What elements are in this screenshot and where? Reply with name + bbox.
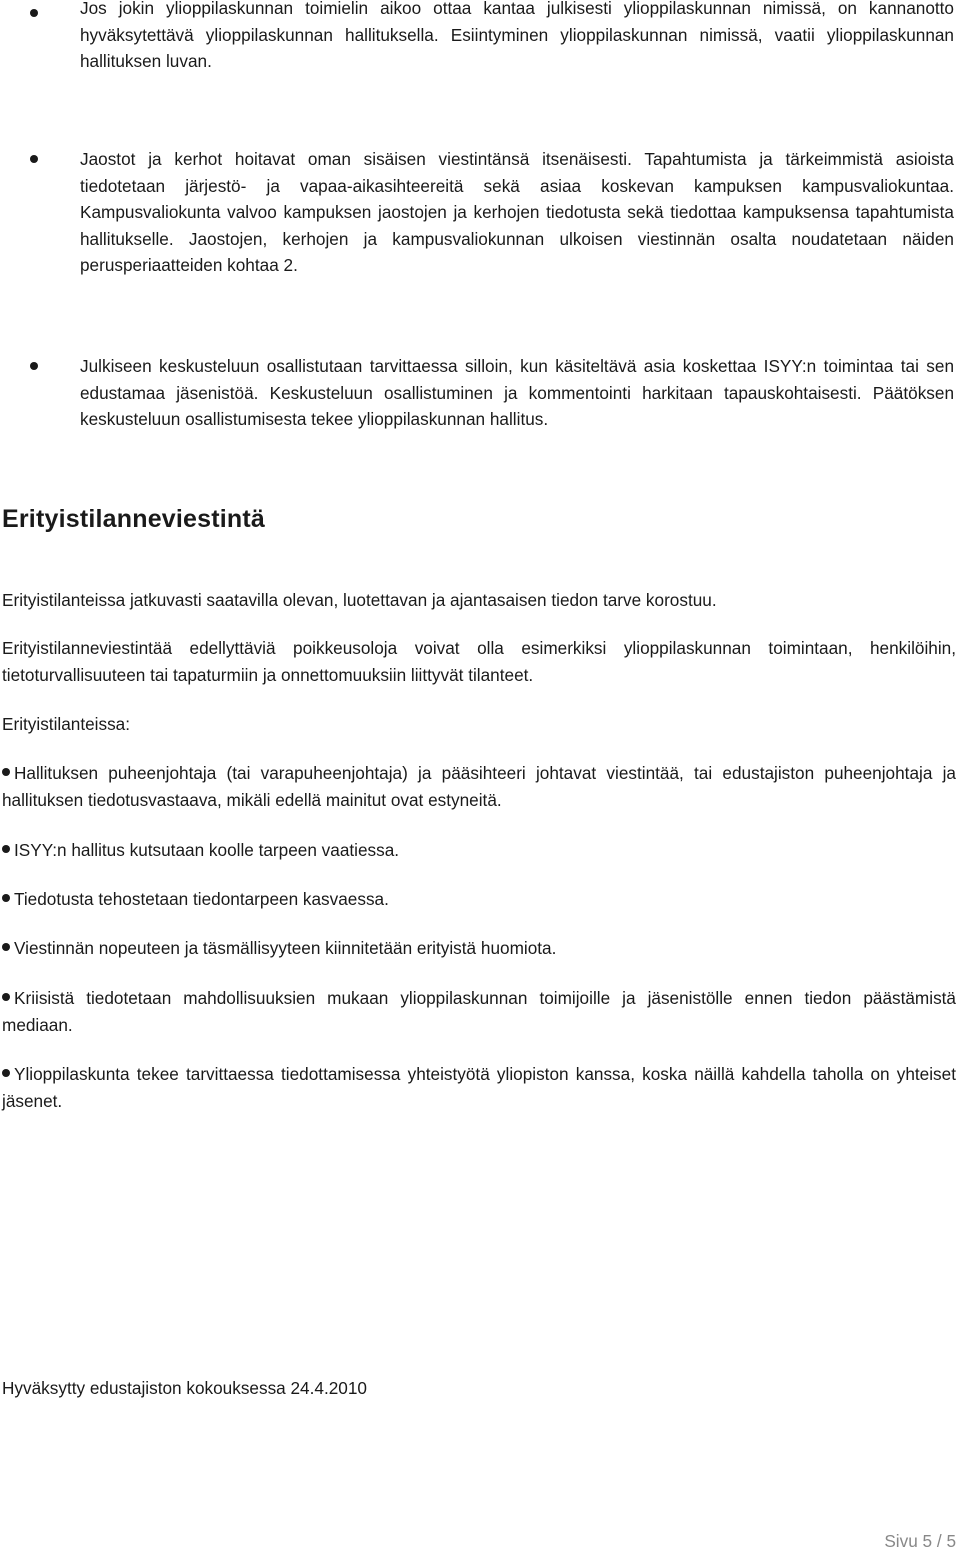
list-item [2, 1061, 956, 1114]
bullet-icon [2, 845, 10, 853]
list-item-text: Jos jokin ylioppilaskunnan toimielin aikoo ottaa kantaa julkisesti ylioppilaskunnan nimissä, on kannanotto hyväksytettävä ylioppilaskunnan hallituksella. Esiintyminen ylioppilaskunnan nimissä, vaatii ylioppilaskunnan hallituksen luvan. [80, 0, 954, 71]
list-item [2, 837, 956, 864]
page-number: Sivu 5 / 5 [884, 1531, 956, 1551]
list-item-text: Julkiseen keskusteluun osallistutaan tarvittaessa silloin, kun käsiteltävä asia koskettaa ISYY:n toimintaa tai sen edustamaa jäsenistöä. Keskusteluun osallistuminen ja kommentointi harkitaan tapauskohtaisesti. Päätöksen keskusteluun osallistumisesta tekee ylioppilaskunnan hallitus. [80, 356, 954, 429]
paragraph: Erityistilanteissa jatkuvasti saatavilla olevan, luotettavan ja ajantasaisen tiedon tarve korostuu. [2, 590, 717, 610]
bullet-icon [2, 894, 10, 902]
list-item [2, 886, 956, 913]
section-heading: Erityistilanneviestintä [2, 505, 266, 533]
list-item-text: ISYY:n hallitus kutsutaan koolle tarpeen vaatiessa. [14, 840, 400, 860]
bullet-icon [2, 1069, 10, 1077]
bullet-icon [2, 943, 10, 951]
list-item-text: Jaostot ja kerhot hoitavat oman sisäisen viestintänsä itsenäisesti. Tapahtumista ja tärkeimmistä asioista tiedotetaan järjestö- ja vapaa-aikasihteereitä sekä asiaa koskevan kampuksen kampusvaliokuntaa. Kampusvaliokunta valvoo kampuksen jaostojen ja kerhojen tiedotusta sekä tiedottaa kampuksensa tapahtumista hallitukselle. Jaostojen, kerhojen ja kampusvaliokunnan ulkoisen viestinnän osalta noudatetaan näiden perusperiaatteiden kohtaa 2. [80, 149, 954, 275]
bullet-icon [2, 768, 10, 776]
bullet-icon [2, 993, 10, 1001]
approval-note: Hyväksytty edustajiston kokouksessa 24.4.2010 [2, 1378, 367, 1398]
list-item-text: Hallituksen puheenjohtaja (tai varapuheenjohtaja) ja pääsihteeri johtavat viestintää, tai edustajiston puheenjohtaja ja hallituksen tiedotusvastaava, mikäli edellä mainitut ovat estyneitä. [2, 763, 956, 810]
paragraph: Erityistilanteissa: [2, 714, 130, 734]
list-item-text: Viestinnän nopeuteen ja täsmällisyyteen kiinnitetään erityistä huomiota. [14, 938, 557, 958]
bullet-icon [30, 9, 38, 17]
paragraph: Erityistilanneviestintää edellyttäviä poikkeusoloja voivat olla esimerkiksi ylioppilaskunnan toimintaan, henkilöihin, tietoturvallisuuteen tai tapaturmiin ja onnettomuuksiin liittyvät tilanteet. [2, 638, 956, 685]
list-item [2, 935, 956, 962]
list-item-text: Ylioppilaskunta tekee tarvittaessa tiedottamisessa yhteistyötä yliopiston kanssa, koska näillä kahdella taholla on yhteiset jäsenet. [2, 1064, 956, 1111]
bullet-icon [30, 362, 38, 370]
list-item [2, 760, 956, 813]
bullet-icon [30, 155, 38, 163]
list-item [2, 985, 956, 1038]
list-item-text: Kriisistä tiedotetaan mahdollisuuksien mukaan ylioppilaskunnan toimijoille ja jäsenistölle ennen tiedon päästämistä mediaan. [2, 988, 956, 1035]
list-item-text: Tiedotusta tehostetaan tiedontarpeen kasvaessa. [14, 889, 389, 909]
